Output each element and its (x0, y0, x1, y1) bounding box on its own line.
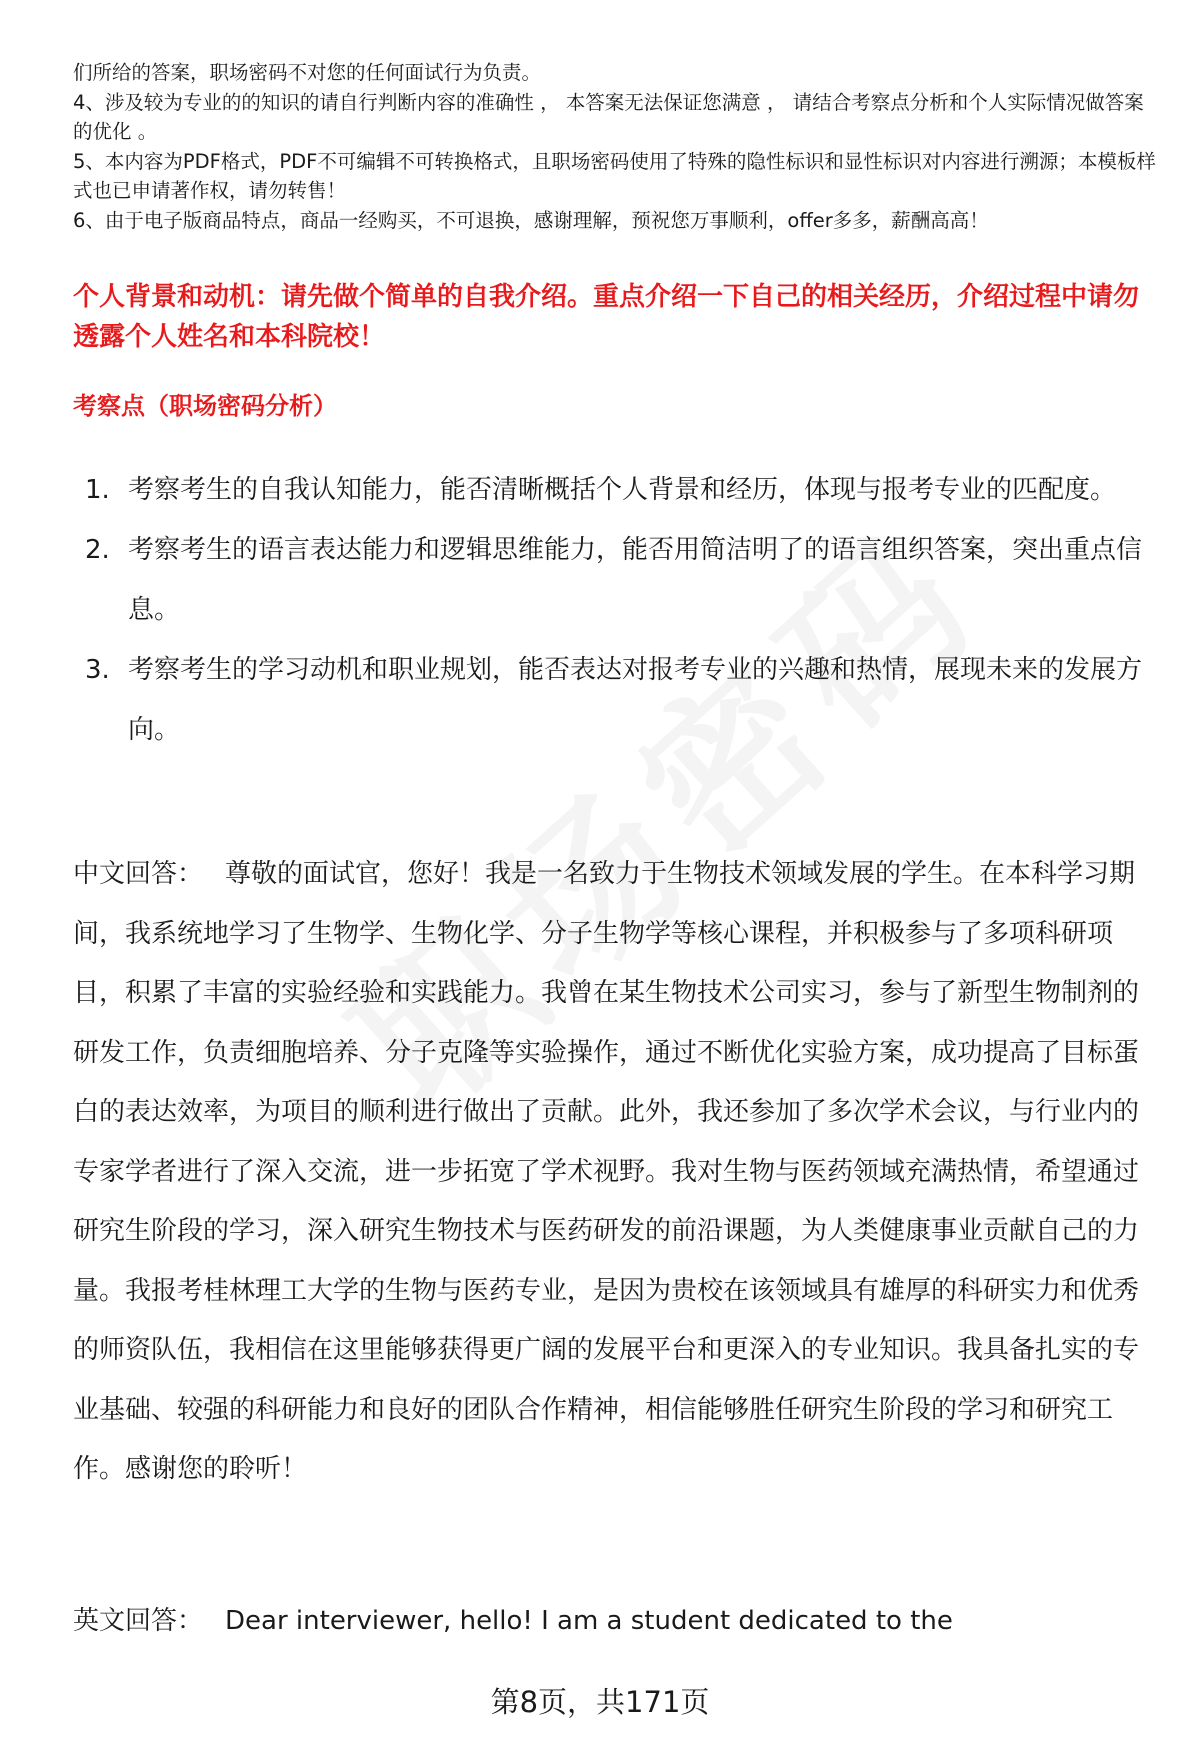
note-line: 5、本内容为PDF格式，PDF不可编辑不可转换格式，且职场密码使用了特殊的隐性标识和显性标识对内容进行溯源；本模板样式也已申请著作权，请勿转售！ (73, 149, 1156, 202)
list-number: 2. (85, 535, 110, 565)
chinese-answer-text: 尊敬的面试官，您好！我是一名致力于生物技术领域发展的学生。在本科学习期间，我系统地学习了生物学、生物化学、分子生物学等核心课程，并积极参与了多项科研项目，积累了丰富的实验经验和实践能力。我曾在某生物技术公司实习，参与了新型生物制剂的研发工作，负责细胞培养、分子克隆等实验操作，通过不断优化实验方案，成功提高了目标蛋白的表达效率，为项目的顺利进行做出了贡献。此外，我还参加了多次学术会议，与行业内的专家学者进行了深入交流，进一步拓宽了学术视野。我对生物与医药领域充满热情，希望通过研究生阶段的学习，深入研究生物技术与医药研发的前沿课题，为人类健康事业贡献自己的力量。我报考桂林理工大学的生物与医药专业，是因为贵校在该领域具有雄厚的科研实力和优秀的师资队伍，我相信在这里能够获得更广阔的发展平台和更深入的专业知识。我具备扎实的专业基础、较强的科研能力和良好的团队合作精神，相信能够胜任研究生阶段的学习和研究工作。感谢您的聆听！ (73, 859, 1140, 1484)
chinese-answer (73, 845, 1163, 1500)
list-text: 考察考生的语言表达能力和逻辑思维能力，能否用简洁明了的语言组织答案，突出重点信息。 (128, 535, 1143, 625)
disclaimer-notes (73, 58, 1163, 235)
list-text: 考察考生的学习动机和职业规划，能否表达对报考专业的兴趣和热情，展现未来的发展方向。 (128, 655, 1143, 745)
analysis-heading: 考察点（职场密码分析） (73, 392, 337, 420)
chinese-answer-label: 中文回答： (73, 859, 204, 889)
question-heading: 个人背景和动机：请先做个简单的自我介绍。重点介绍一下自己的相关经历，介绍过程中请勿透露个人姓名和本科院校！ (73, 282, 1140, 352)
english-answer-text: Dear interviewer, hello! I am a student dedicated to the (225, 1606, 953, 1636)
english-answer (73, 1592, 1163, 1652)
list-item (73, 640, 1153, 760)
list-item (73, 460, 1153, 520)
note-line: 们所给的答案，职场密码不对您的任何面试行为负责。 (73, 61, 542, 84)
note-line: 4、涉及较为专业的的知识的请自行判断内容的准确性 ， 本答案无法保证您满意 ， 请结合考察点分析和个人实际情况做答案的优化 。 (73, 90, 1144, 143)
analysis-points (73, 460, 1153, 760)
english-answer-label: 英文回答： (73, 1606, 204, 1636)
list-number: 1. (85, 475, 110, 505)
list-number: 3. (85, 655, 110, 685)
page-number: 第8页，共171页 (490, 1685, 710, 1719)
note-line: 6、由于电子版商品特点，商品一经购买，不可退换，感谢理解，预祝您万事顺利，offer多多，薪酬高高！ (73, 208, 989, 232)
list-text: 考察考生的自我认知能力，能否清晰概括个人背景和经历，体现与报考专业的匹配度。 (128, 475, 1117, 505)
list-item (73, 520, 1153, 640)
